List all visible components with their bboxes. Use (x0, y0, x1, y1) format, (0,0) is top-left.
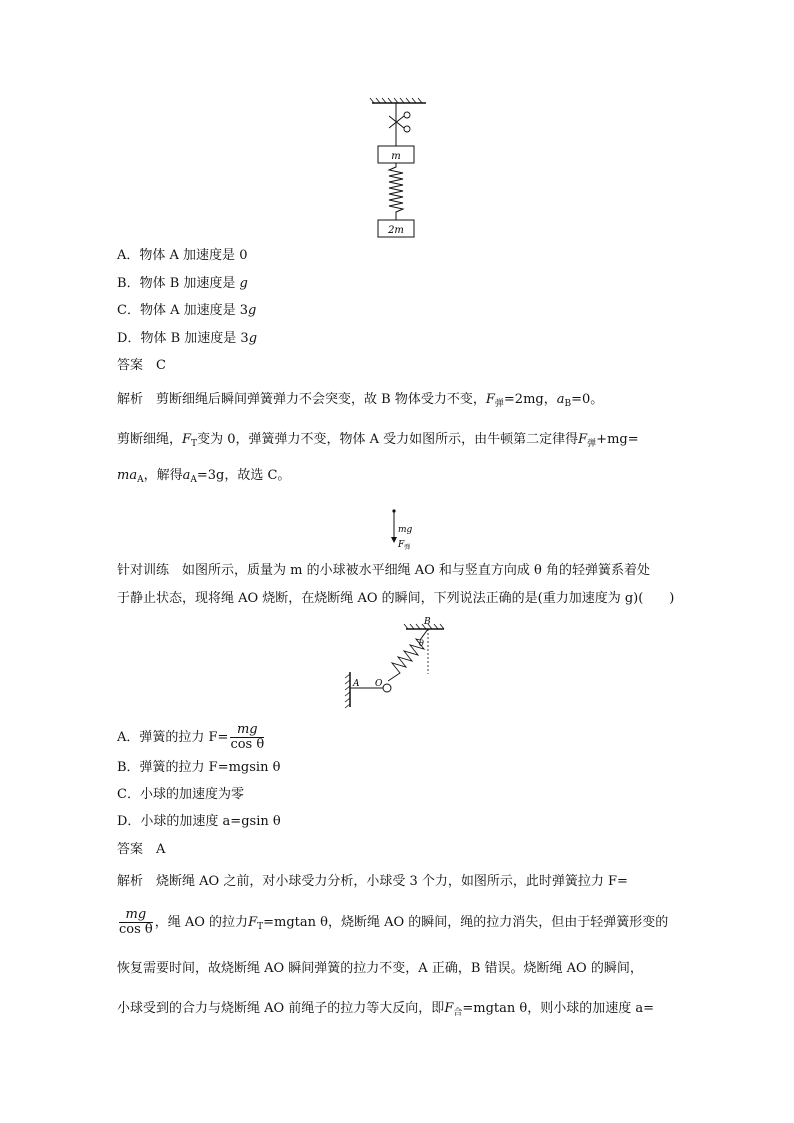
q1-option-b: B．物体 B 加速度是 g (117, 276, 248, 291)
q2-option-a: A．弹簧的拉力 F= $\frac{mg}{\text{cos θ}}$ (117, 722, 265, 752)
mg-label: mg (398, 525, 413, 535)
block-m-label: m (391, 151, 401, 162)
f-spring-label: $F_弹$ (398, 540, 411, 551)
q1-option-a: A．物体 A 加速度是 0 (117, 248, 248, 263)
q2-option-c: C．小球的加速度为零 (117, 787, 244, 802)
q2-analysis-line-2: $\frac{mg}{\text{cos θ}}$ ，绳 AO 的拉力$F_T=mgtan$ θ，烧断绳 AO 的瞬间，绳的拉力消失，但由于轻弹簧形变的 (119, 907, 669, 937)
fraction: $\frac{mg}{\text{cos θ}}$ (119, 907, 153, 937)
q2-analysis-line-4: 小球受到的合力与烧断绳 AO 前绳子的拉力等大反向，即$F_合=mgtan$ θ，则小球的加速度 a= (117, 1001, 654, 1018)
spring (389, 163, 403, 220)
force-diagram-a (0, 505, 794, 565)
q1-answer: 答案 C (117, 358, 166, 373)
q2-stem-line-2: 于静止状态，现将绳 AO 烧断，在烧断绳 AO 的瞬间，下列说法正确的是(重力加速度为 g)( ) (117, 591, 675, 606)
ceiling (370, 98, 426, 103)
q2-stem-line-1: 针对训练 如图所示，质量为 m 的小球被水平细绳 AO 和与竖直方向成 θ 角的轻弹簧系着处 (117, 563, 650, 578)
fraction: $\frac{mg}{\text{cos θ}}$ (230, 722, 265, 752)
q1-analysis-line-3: $ma_A$，解得$a_A=3g$，故选 C。 (117, 468, 291, 485)
arrow-head-icon (391, 537, 397, 543)
ball (383, 684, 391, 692)
spring-blocks-figure (0, 0, 794, 240)
q1-analysis-line-2: 剪断细绳，$F_T$变为 0，弹簧弹力不变，物体 A 受力如图所示，由牛顿第二定律得$F_弹+mg=$ (117, 432, 639, 449)
q2-analysis-line-3: 恢复需要时间，故烧断绳 AO 瞬间弹簧的拉力不变，A 正确，B 错误。烧断绳 AO 的瞬间， (117, 961, 643, 976)
q2-analysis-line-1: 解析 烧断绳 AO 之前，对小球受力分析，小球受 3 个力，如图所示，此时弹簧拉力 F= (117, 874, 628, 889)
q1-analysis-line-1: 解析 剪断细绳后瞬间弹簧弹力不会突变，故 B 物体受力不变，$F_弹=2mg$，$a_B=0$。 (117, 392, 604, 409)
q1-option-c: C．物体 A 加速度是 3g (117, 303, 257, 318)
label-o: O (375, 679, 383, 689)
label-theta: θ (419, 639, 424, 648)
q2-option-b: B．弹簧的拉力 F=mgsin θ (117, 760, 281, 775)
q1-option-d: D．物体 B 加速度是 3g (117, 331, 258, 346)
label-b: B (424, 617, 431, 627)
q2-answer: 答案 A (117, 842, 166, 857)
q2-option-d: D．小球的加速度 a=gsin θ (117, 814, 281, 829)
block-2m-label: 2m (388, 225, 404, 236)
ball-spring-rope-figure (0, 612, 794, 712)
wall-a (345, 672, 350, 708)
label-a: A (353, 679, 360, 689)
scissors-icon (389, 112, 410, 132)
